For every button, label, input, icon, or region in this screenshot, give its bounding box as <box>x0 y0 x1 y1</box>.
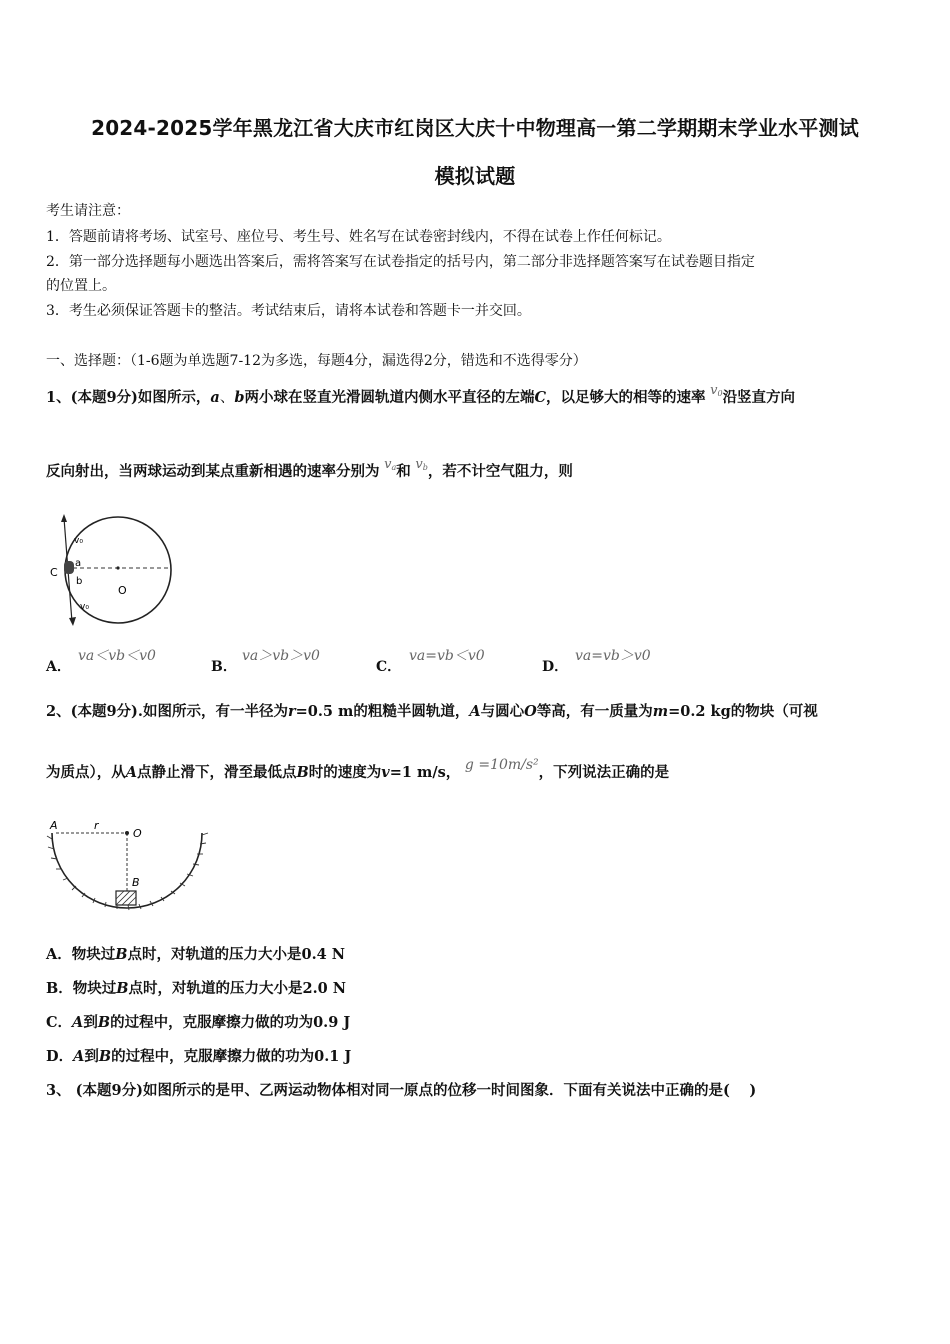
q1-line2: 反向射出，当两球运动到某点重新相遇的速率分别为 $v_a$和 $v_b$，若不计空气阻力，则 <box>46 457 573 480</box>
q1-a: a <box>210 389 220 406</box>
q1-label-v0-bottom: v₀ <box>80 602 89 612</box>
notice-heading: 考生请注意： <box>46 203 130 219</box>
q2-label-o: O <box>133 827 142 840</box>
q1-figure <box>44 510 184 630</box>
q2-option-a[interactable]: A．物块过B点时，对轨道的压力大小是0.4 N <box>46 946 346 963</box>
q1-balls <box>64 561 74 574</box>
q3-text: 3、 (本题9分)如图所示的是甲、乙两运动物体相对同一原点的位移一时间图象．下面有关说法中正确的是( ) <box>46 1082 757 1099</box>
q1-b: b <box>234 389 245 406</box>
q1-arrow-down-icon <box>69 617 76 626</box>
q1-va: $v_a$ <box>384 457 397 472</box>
q1-label-b: b <box>76 576 83 587</box>
q1-label-v0-top: v₀ <box>74 536 83 546</box>
q2-g-formula: g =10m/s² <box>464 757 539 773</box>
q2-label-a: A <box>50 819 58 832</box>
q2-option-c[interactable]: C．A到B的过程中，克服摩擦力做的功为0.9 J <box>46 1014 351 1031</box>
section-heading: 一、选择题：（1-6题为单选题7-12为多选，每题4分，漏选得2分，错选和不选得零分） <box>46 353 587 369</box>
q1-option-d-text: va=vb＞v0 <box>575 648 651 664</box>
q1-text-g: ，以足够大的相等的速率 <box>546 389 706 406</box>
q1-label-a: a <box>75 558 82 569</box>
q2-line2: 为质点），从A点静止滑下，滑至最低点B时的速度为v=1 m/s， g =10m/s²，下列说法正确的是 <box>46 757 670 781</box>
page-title: 2024-2025学年黑龙江省大庆市红岗区大庆十中物理高一第二学期期末学业水平测试 <box>91 116 859 140</box>
q2-option-d[interactable]: D．A到B的过程中，克服摩擦力做的功为0.1 J <box>46 1048 352 1065</box>
q1-c: C <box>534 389 546 406</box>
q1-option-a-text: va＜vb＜v0 <box>78 648 156 664</box>
q1-arrow-up-icon <box>61 514 67 522</box>
q2-option-b[interactable]: B．物块过B点时，对轨道的压力大小是2.0 N <box>46 980 347 997</box>
q2-block <box>116 891 136 905</box>
q1-text-a: 1、(本题9分)如图所示， <box>46 389 211 406</box>
q1-vb: $v_b$ <box>415 457 428 472</box>
notice-item-1: 1．答题前请将考场、试室号、座位号、考生号、姓名写在试卷密封线内，不得在试卷上作任何标记。 <box>46 229 671 245</box>
q1-sep: 、 <box>219 390 235 406</box>
q1-v0: $v_0$ <box>710 383 723 398</box>
q1-option-d[interactable]: D． <box>542 659 569 675</box>
page-subtitle: 模拟试题 <box>434 164 516 188</box>
notice-item-3: 3．考生必须保证答题卡的整洁。考试结束后，请将本试卷和答题卡一并交回。 <box>46 303 531 319</box>
q2-center-dot <box>125 831 129 835</box>
q1-line1 <box>46 383 796 412</box>
q2-label-r: r <box>94 819 99 832</box>
q1-label-o: O <box>118 584 127 597</box>
q2-label-b: B <box>132 876 140 889</box>
q1-center-dot <box>116 566 119 569</box>
q1-option-b[interactable]: B． <box>211 659 237 675</box>
q1-option-b-text: va＞vb＞v0 <box>242 648 320 664</box>
q2-figure <box>44 815 214 915</box>
q2-line1: 2、(本题9分).如图所示，有一半径为r=0.5 m的粗糙半圆轨道，A与圆心O等高，有一质量为m=0.2 kg的物块（可视 <box>46 703 818 720</box>
q1-option-a[interactable]: A． <box>46 659 71 675</box>
q1-text-h: 沿竖直方向 <box>722 389 796 406</box>
q1-text-e: 两小球在竖直光滑圆轨道内侧水平直径的左端 <box>244 389 535 406</box>
q1-option-c-text: va=vb＜v0 <box>409 648 485 664</box>
q1-label-c: C <box>50 566 58 579</box>
q1-option-c[interactable]: C． <box>376 659 402 675</box>
notice-item-2-cont: 的位置上。 <box>46 278 116 294</box>
notice-item-2: 2．第一部分选择题每小题选出答案后，需将答案写在试卷指定的括号内，第二部分非选择题答案写在试卷题目指定 <box>46 254 755 270</box>
